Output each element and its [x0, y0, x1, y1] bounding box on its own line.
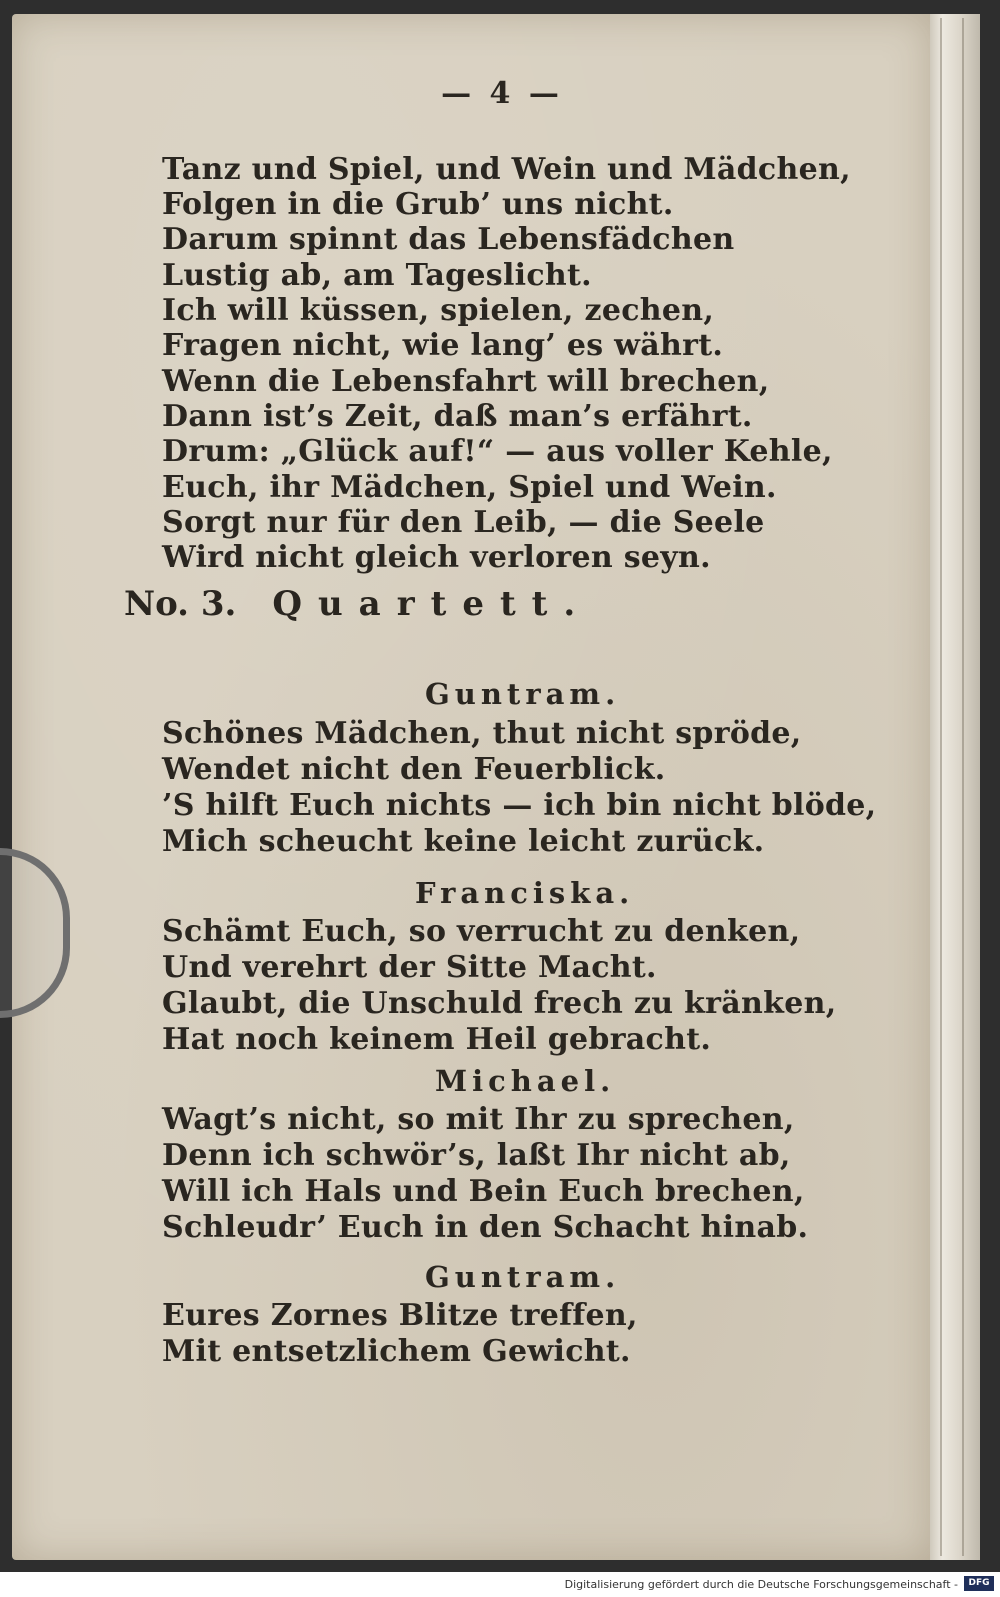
speaker-name: Guntram. — [425, 1260, 621, 1294]
footer-bar — [0, 1572, 1000, 1597]
verse-line: Dann ist’s Zeit, daß man’s erfährt. — [162, 399, 753, 434]
verse-line: Eures Zornes Blitze treffen, — [162, 1298, 638, 1333]
footer-credit: Digitalisierung gefördert durch die Deutsche Forschungsgemeinschaft - — [564, 1578, 958, 1591]
page-edge-line — [940, 18, 942, 1556]
verse-line: Schönes Mädchen, thut nicht spröde, — [162, 716, 802, 751]
verse-line: Fragen nicht, wie lang’ es währt. — [162, 328, 724, 363]
verse-line: Tanz und Spiel, und Wein und Mädchen, — [162, 152, 851, 187]
verse-line: Drum: „Glück auf!“ — aus voller Kehle, — [162, 434, 833, 469]
speaker-name: Michael. — [435, 1064, 616, 1098]
verse-line: Wendet nicht den Feuerblick. — [162, 752, 666, 787]
verse-line: Mit entsetzlichem Gewicht. — [162, 1334, 631, 1369]
verse-line: Wenn die Lebensfahrt will brechen, — [162, 364, 770, 399]
verse-line: Will ich Hals und Bein Euch brechen, — [162, 1174, 805, 1209]
verse-line: Glaubt, die Unschuld frech zu kränken, — [162, 986, 837, 1021]
page-edge — [930, 14, 980, 1560]
verse-line: Schämt Euch, so verrucht zu denken, — [162, 914, 801, 949]
section-heading — [124, 584, 591, 624]
verse-line: Sorgt nur für den Leib, — die Seele — [162, 505, 765, 540]
verse-line: Ich will küssen, spielen, zechen, — [162, 293, 715, 328]
verse-line: Denn ich schwör’s, laßt Ihr nicht ab, — [162, 1138, 791, 1173]
verse-line: Folgen in die Grub’ uns nicht. — [162, 187, 674, 222]
page-edge-line — [962, 18, 964, 1556]
speaker-name: Guntram. — [425, 677, 621, 711]
speaker-name: Franciska. — [415, 876, 635, 910]
verse-line: Mich scheucht keine leicht zurück. — [162, 824, 765, 859]
verse-line: Euch, ihr Mädchen, Spiel und Wein. — [162, 470, 777, 505]
section-title: Quartett. — [272, 584, 592, 624]
page-number: — 4 — — [441, 76, 563, 111]
section-number: No. 3. — [124, 584, 237, 624]
verse-line: Und verehrt der Sitte Macht. — [162, 950, 657, 985]
verse-line: Wagt’s nicht, so mit Ihr zu sprechen, — [162, 1102, 795, 1137]
verse-line: Hat noch keinem Heil gebracht. — [162, 1022, 712, 1057]
book-page — [12, 14, 930, 1560]
verse-line: Lustig ab, am Tageslicht. — [162, 258, 592, 293]
verse-line: Wird nicht gleich verloren seyn. — [162, 540, 711, 575]
verse-line: ’S hilft Euch nichts — ich bin nicht blöde, — [162, 788, 877, 823]
verse-line: Darum spinnt das Lebensfädchen — [162, 222, 735, 257]
verse-line: Schleudr’ Euch in den Schacht hinab. — [162, 1210, 809, 1245]
dfg-logo: DFG — [964, 1576, 994, 1591]
